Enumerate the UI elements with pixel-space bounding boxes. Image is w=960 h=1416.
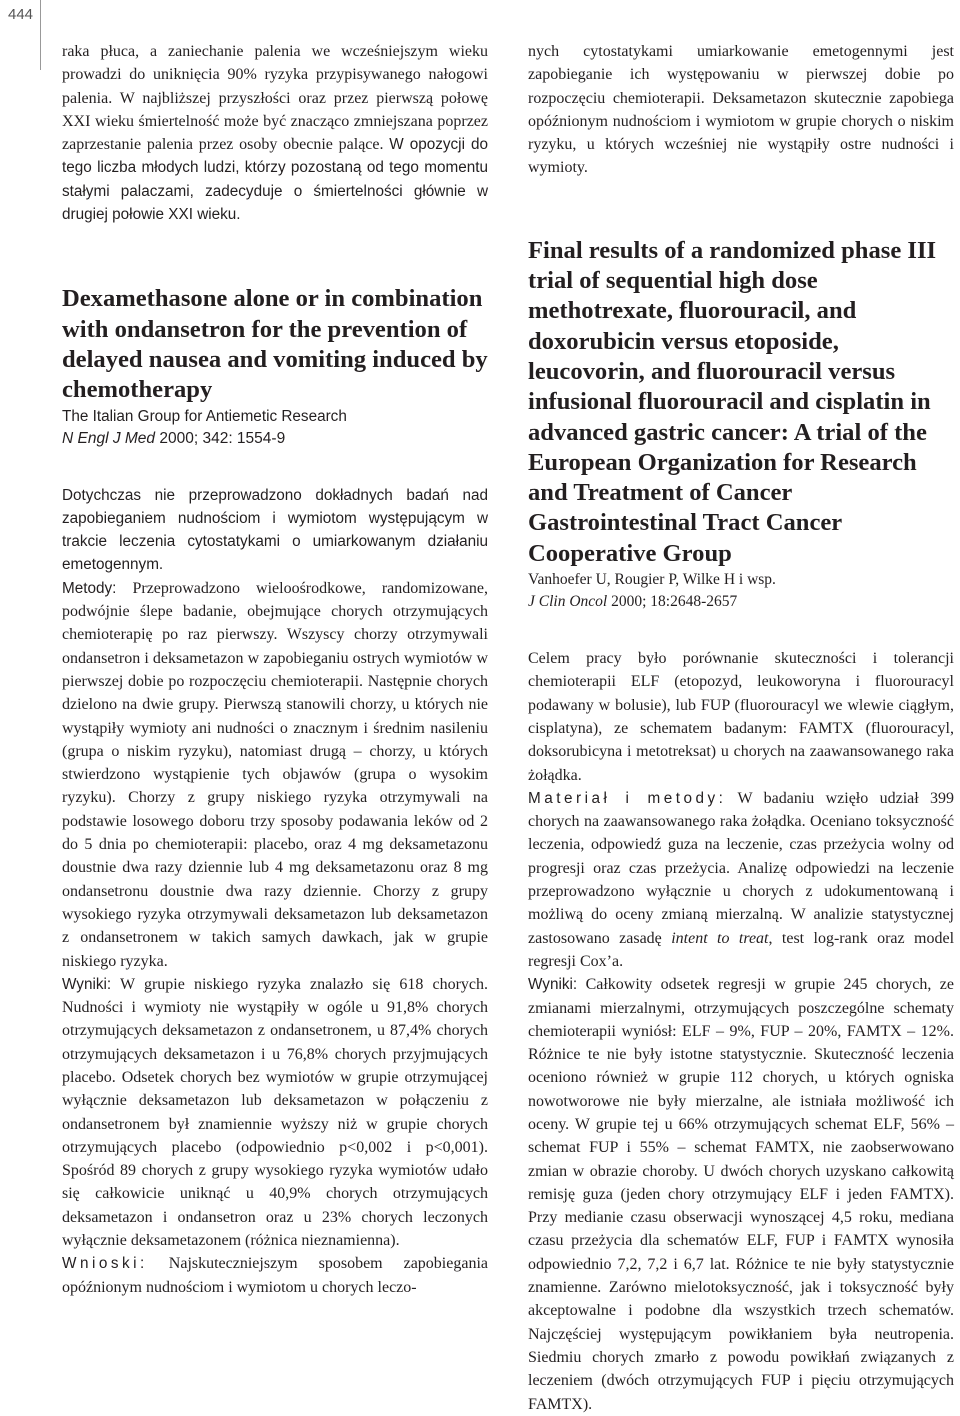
intro-text-serif: raka płuca, a zaniechanie palenia we wcześniejszym wieku prowadzi do uniknięcia 90% ryzyka przypisywanego nałogowi palenia. W najbliższej przyszłości oraz przez pierwszą połowę XXI wieku śmiertelność może być znacząco zmniejszana poprzez zaprzestanie palenia przez osoby obecnie palące. (62, 43, 488, 154)
article1-results-text: W grupie niskiego ryzyka znalazło się 618 chorych. Nudności i wymioty nie wystąpiły w ogóle u 91,8% chorych otrzymujących deksametazon z ondansetronem, u 87,4% chorych otrzymujących deksametazon i u 76,8% chorych przyjmujących placebo. Odsetek chorych bez wymiotów w grupie otrzymującej wyłącznie deksametazon lub deksametazon w połączeniu z ondansetronem był znamiennie wyższy niż w grupie chorych otrzymujących placebo (odpowiednio p<0,002 i p<0,001). Spośród 89 chorych z grupy wysokiego ryzyka wymiotów udało się całkowicie uniknąć u 40,9% chorych otrzymujących deksametazon i ondansetron oraz u 23% chorych leczonych wyłącznie deksametazonem (różnica nieznamienna). (62, 975, 488, 1250)
intro-text-sans: W opozycji do tego liczba młodych ludzi, którzy pozostaną od tego momentu stałymi palaczami, zadecyduje o śmiertelności głównie w drugiej połowie XXI wieku. (62, 136, 488, 224)
page-number-rule (40, 0, 41, 70)
article1-results-label: Wyniki: (62, 975, 112, 993)
section-gap (62, 450, 488, 484)
article2-aim: Celem pracy było porównanie skuteczności i tolerancji chemioterapii ELF (etopozyd, leukoworyna i fluorouracyl podawany w bolusie), lub FUP (fluorouracyl we wlewie ciągłym, cisplatyna), ze schematem badanym: FAMTX (fluorouracyl, doksorubicyna i metotreksat) u chorych na zaawansowanego raka żołądka. (528, 650, 954, 784)
article1-methods (62, 577, 488, 973)
article2-methods-text-a: W badaniu wzięło udział 399 chorych na zaawansowanego raka żołądka. Oceniano toksyczność leczenia, odpowiedź guza na leczenie, czas przeżycia wolny od progresji oraz czas przeżycia. Analizę odpowiedzi na leczenie przeprowadzono wyłącznie u chorych z udokumentowaną i możliwą do oceny zmianą mierzalną. W analizie statystycznej zastosowano zasadę (528, 789, 955, 947)
article2-citation-numbers: 2000; 18:2648-2657 (611, 593, 738, 611)
article2-citation (528, 591, 954, 613)
article2-methods (528, 787, 954, 973)
left-column (62, 40, 488, 1299)
article1-citation-numbers: 2000; 342: 1554-9 (159, 429, 286, 447)
article2-journal: J Clin Oncol (528, 593, 608, 611)
section-gap (528, 613, 954, 647)
article2-authors: Vanhoefer U, Rougier P, Wilke H i wsp. (528, 571, 776, 589)
article1-citation (62, 428, 488, 450)
article2-title: Final results of a randomized phase III trial of sequential high dose methotrexate, fluorouracil, and doxorubicin versus etoposide, leucovorin, and fluorouracil versus infusional fluorouracil and cisplatin in advanced gastric cancer: A trial of the European Organization for Research and Treatment of Cancer Gastrointestinal Tract Cancer Cooperative Group (528, 236, 937, 567)
article2-methods-label: Materiał i metody: (528, 789, 727, 807)
article1-methods-label: Metody: (62, 579, 117, 597)
section-gap (528, 180, 954, 236)
article1-authors: The Italian Group for Antiemetic Research (62, 407, 347, 425)
article1-results (62, 973, 488, 1253)
article2-methods-italic: intent to treat (671, 929, 769, 947)
article1-conclusions-text: Najskuteczniejszym sposobem zapobiegania opóźnionym nudnościom i wymiotom u chorych leczo- (62, 1255, 488, 1296)
article1-abstract-intro: Dotychczas nie przeprowadzono dokładnych badań nad zapobieganiem nudnościom i wymiotom występującym w trakcie leczenia cytostatykami o umiarkowanym działaniu emetogennym. (62, 486, 488, 574)
page-number: 444 (8, 6, 34, 23)
section-gap (62, 226, 488, 284)
article2-results-text: Całkowity odsetek regresji w grupie 245 chorych, ze zmianami mierzalnymi, otrzymujących poszczególne schematy chemioterapii wyniósł: ELF – 9%, FUP – 20%, FAMTX – 12%. Różnice te nie były istotne statystycznie. Skuteczność leczenia oceniono również w grupie 112 chorych, u których ogniska nowotworowe nie były mierzalne, ale istniała możliwość ich oceny. W grupie tej u 66% otrzymujących schemat ELF, 56% – schemat FUP i 55% – schemat FAMTX, nie zaobserwowano zmian w obrazie choroby. U dwóch chorych uzyskano całkowitą remisję guza (jeden chory otrzymujący ELF i jeden FAMTX). Przy medianie czasu obserwacji wynoszącej 4,5 roku, mediana czasu przeżycia dla schematów ELF, FUP i FAMTX wynosiła odpowiednio 7,2, 7,2 i 6,7 lat. Różnice te nie były statystycznie znamienne. Zarówno mielotoksyczność, jak i toksyczność były akceptowalne i podobne dla wszystkich trzech schematów. Najczęściej występującym powikłaniem była neutropenia. Siedmiu chorych zmarło z powodu powikłań związanych z leczeniem (dwóch otrzymujących FUP i pięciu otrzymujących FAMTX). (528, 976, 955, 1413)
right-column (528, 40, 954, 1416)
article1-title: Dexamethasone alone or in combination with ondansetron for the prevention of delayed nausea and vomiting induced by chemotherapy (62, 285, 488, 404)
article2-results-label: Wyniki: (528, 976, 578, 994)
right-continuation: nych cytostatykami umiarkowanie emetogennymi jest zapobieganie ich występowaniu w pierwszej dobie po rozpoczęciu chemioterapii. Deksametazon skutecznie zapobiega opóźnionym nudnościom i wymiotom w grupie chorych o niskim ryzyku, u których wcześniej nie wystąpiły ostre nudności i wymioty. (528, 43, 954, 177)
article2-results (528, 973, 954, 1416)
intro-paragraph (62, 40, 488, 226)
article2-methods-text-b: , test log-rank oraz model regresji Cox’a. (528, 929, 955, 970)
article1-methods-text: Przeprowadzono wieloośrodkowe, randomizowane, podwójnie ślepe badanie, obejmujące chorych otrzymujących chemioterapię po raz pierwszy. Wszyscy chorzy otrzymywali ondansetron i deksametazon w zapobieganiu ostrych wymiotów w pierwszej dobie po rozpoczęciu chemioterapii. Następnie chorych dzielono na dwie grupy. Pierwszą stanowili chorzy, u których nie wystąpiły wymioty ani nudności o znacznym i średnim nasileniu (grupa o niskim ryzyku), natomiast drugą – chorzy, u których stwierdzono wystąpienie tych objawów (grupa o wysokim ryzyku). Chorzy z grupy niskiego ryzyka otrzymywali na podstawie losowego doboru trzy sposoby podawania leków od 2 do 5 dnia po chemioterapii: placebo, oraz 4 mg deksametazonu doustnie dwa razy dziennie lub 4 mg deksametazonu oraz 8 mg ondansetronu doustnie dwa razy dziennie. Chorzy z grupy wysokiego ryzyka otrzymywali deksametazon lub deksametazon z ondansetronem w takich samych dawkach, jak w grupie niskiego ryzyka. (62, 579, 489, 970)
article1-conclusions-label: Wnioski: (62, 1255, 148, 1273)
article1-journal: N Engl J Med (62, 429, 156, 447)
article1-conclusions (62, 1252, 488, 1299)
